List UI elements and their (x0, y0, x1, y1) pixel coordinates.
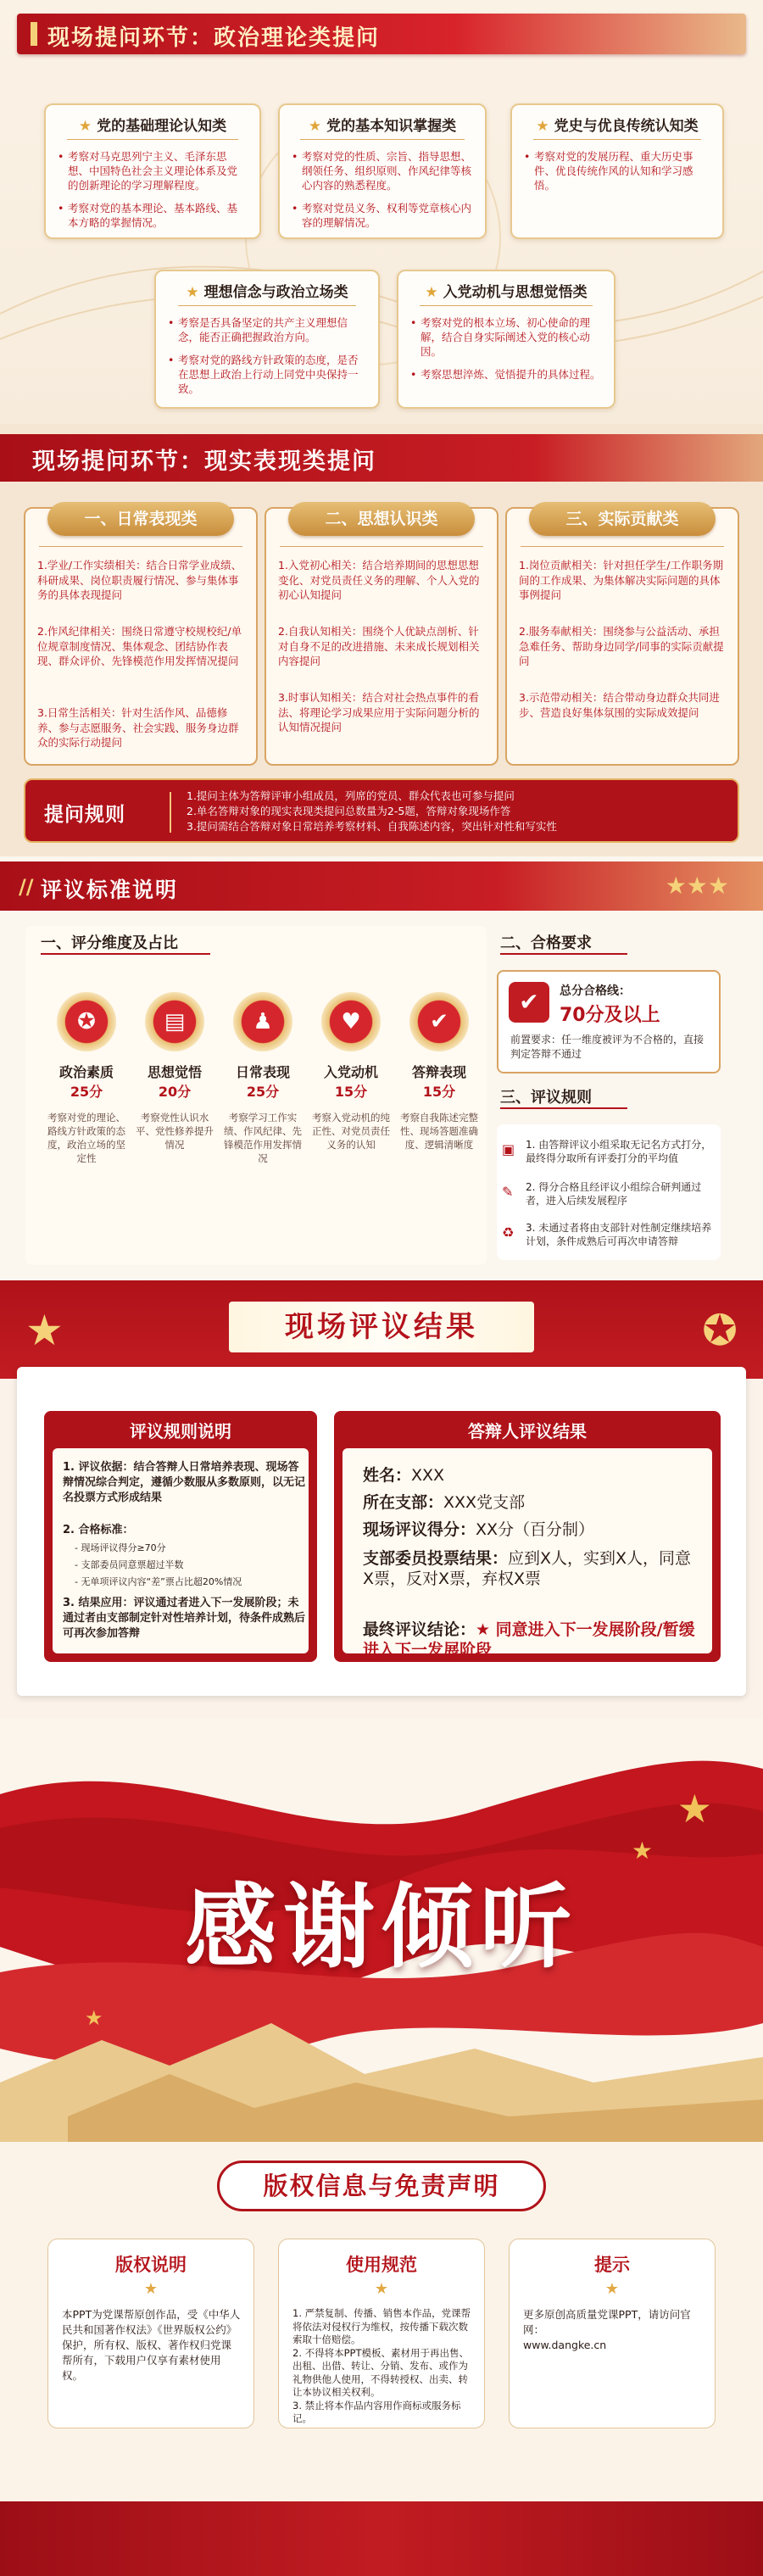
card-item: • 考察对党员义务、权利等党章核心内容的理解情况。 (292, 201, 473, 230)
dimensions-title: 一、评分维度及占比 (41, 931, 210, 953)
dimension-name: 政治素质 (58, 1064, 114, 1080)
political-questions-section (0, 0, 763, 424)
tip-card (509, 2239, 716, 2428)
thanks-section (0, 1718, 763, 2142)
dimension-score: 15分 (334, 1084, 368, 1100)
rule-item: 1. 由答辩评议小组采取无记名方式打分，最终得分取所有评委打分的平均值 (526, 1139, 712, 1164)
box-title: 答辩人评议结果 (468, 1421, 587, 1441)
column-item: 2.自我认知相关：围绕个人优缺点剖析、针对自身不足的改进措施、未来成长规划相关内容提问 (278, 625, 480, 667)
column-item: 3.示范带动相关：结合带动身边群众共同进步、营造良好集体氛围的实际成效提问 (519, 691, 720, 719)
slash-icon: // (19, 875, 34, 899)
pass-note: 前置要求：任一维度被评为不合格的，直接判定答辩不通过 (510, 1034, 705, 1060)
card-title: 版权说明 (115, 2255, 187, 2275)
edit-icon: ✎ (502, 1184, 514, 1200)
star-icon: ★ (85, 2006, 103, 2030)
usage-card (278, 2239, 485, 2428)
dimension-score: 15分 (422, 1084, 456, 1100)
column-item: 1.入党初心相关：结合培养期间的思想思想变化、对党员责任义务的理解、个人入党的初心认知提问 (278, 559, 480, 601)
column-item: 1.岗位贡献相关：针对担任学生/工作职务期间的工作成果、为集体解决实际问题的具体事例提问 (519, 559, 724, 601)
section-header (0, 434, 763, 482)
column-contribution (505, 507, 739, 766)
star-icon: ★ (374, 2280, 389, 2298)
card-item: • 考察对党的路线方针政策的态度，是否在思想上政治上行动上同党中央保持一致。 (168, 353, 366, 396)
emblem-icon: ✪ (702, 1306, 738, 1355)
dimension-defense (398, 992, 480, 1151)
card-title: 使用规范 (346, 2255, 417, 2275)
copyright-title: 版权信息与免责声明 (217, 2161, 546, 2211)
rules-title: 三、评议规则 (500, 1085, 627, 1107)
rule-line: 3.提问需结合答辩对象日常培养考察材料、自我陈述内容，突出针对性和写实性 (187, 820, 557, 833)
card-text: 1. 严禁复制、传播、销售本作品，党课帮将依法对侵权行为维权，按传播下载次数索取十倍赔偿。 2. 不得将本PPT模板、素材用于再出售、出租、出借、转让、分销、发布、或作为礼物供他人使用，不得转授权、出卖、转让本协议相关权利。 3. 禁止将本作品内容用作商标或服务标记。 (292, 2307, 471, 2424)
column-label: 二、思想认识类 (288, 502, 475, 536)
star-icon: ★ (677, 1786, 712, 1832)
card-title: 党史与优良传统认知类 (554, 118, 699, 135)
star-icon: ★ (25, 1306, 64, 1355)
dimension-name: 思想觉悟 (147, 1064, 202, 1080)
card-motivation (397, 270, 615, 409)
card-item: • 考察对马克思列宁主义、毛泽东思想、中国特色社会主义理论体系及党的创新理论的学习理解程度。 (58, 149, 248, 192)
column-item: 3.日常生活相关：针对生活作风、品德修养、参与志愿服务、社会实践、服务身边群众的实际行动提问 (37, 706, 239, 749)
card-item: • 考察对党的性质、宗旨、指导思想、纲领任务、组织原则、作风纪律等核心内容的熟悉程度。 (292, 149, 473, 192)
rule-explain-sub: - 无单项评议内容“差”票占比超20%情况 (75, 1576, 242, 1587)
dimension-desc: 考察学习工作实绩、作风纪律、先锋模范作用发挥情况 (224, 1112, 302, 1164)
star-icon: ★ (186, 284, 199, 301)
card-title: 党的基本知识掌握类 (326, 118, 457, 135)
name-row: 姓名：XXX (363, 1466, 445, 1485)
dimension-desc: 考察入党动机的纯正性、对党员责任义务的认知 (312, 1112, 390, 1151)
score-value: XX分（百分制） (476, 1520, 595, 1539)
dimension-score: 25分 (70, 1084, 103, 1100)
card-item: • 考察对党的根本立场、初心使命的理解，结合自身实际阐述入党的核心动因。 (410, 315, 602, 359)
card-title: 入党动机与思想觉悟类 (443, 284, 588, 301)
card-text: 本PPT为党课帮原创作品，受《中华人民共和国著作权法》《世界版权公约》保护，所有权、版权、著作权归党课帮所有，下载用户仅享有素材使用权。 (62, 2308, 241, 2382)
rule-explain-item: 3. 结果应用：评议通过者进入下一发展阶段；未通过者由支部制定针对性培养计划，待条件成熟后可再次参加答辩 (63, 1597, 306, 1640)
person-icon: ♟ (233, 992, 292, 1051)
column-thought (265, 507, 498, 766)
card-basic-knowledge (278, 103, 487, 239)
dimension-name: 日常表现 (235, 1064, 290, 1080)
column-item: 2.服务奉献相关：围绕参与公益活动、承担急难任务、帮助身边同学/同事的实际贡献提问 (519, 625, 724, 667)
branch-value: XXX党支部 (443, 1493, 526, 1512)
check-chat-icon: ✔ (409, 992, 469, 1051)
rule-item: 3. 未通过者将由支部针对性制定继续培养计划，条件成熟后可再次申请答辩 (526, 1222, 712, 1247)
dimension-name: 入党动机 (323, 1064, 378, 1080)
score-row: 现场评议得分：XX分（百分制） (363, 1520, 595, 1539)
pass-title: 二、合格要求 (500, 931, 627, 953)
rule-explain-sub: - 现场评议得分≥70分 (75, 1542, 166, 1553)
column-item: 2.作风纪律相关：围绕日常遵守校规校纪/单位规章制度情况、集体观念、团结协作表现、群众评价、先锋模范作用发挥情况提问 (37, 625, 242, 667)
final-value: ★ 同意进入下一发展阶段/暂缓进入下一发展阶段 (363, 1620, 695, 1659)
copyright-card (47, 2239, 254, 2428)
dimension-thought (134, 992, 215, 1151)
card-title: 理想信念与政治立场类 (203, 284, 348, 301)
card-title: 党的基础理论认知类 (97, 118, 227, 135)
evaluation-rules-box (497, 1124, 721, 1260)
book-icon: ▤ (145, 992, 204, 1051)
dimension-motivation (310, 992, 392, 1151)
card-text: 更多原创高质量党课PPT，请访问官网： www.dangke.cn (523, 2308, 691, 2351)
card-item: • 考察思想淬炼、觉悟提升的具体过程。 (410, 367, 602, 382)
vote-value: 应到X人，实到X人，同意X票，反对X票，弃权X票 (363, 1549, 692, 1588)
rule-line: 2.单名答辩对象的现实表现类提问总数量为2-5题，答辩对象现场作答 (187, 805, 511, 817)
column-item: 1.学业/工作实绩相关：结合日常学业成绩、科研成果、岗位职责履行情况、参与集体事务的具体表现提问 (37, 559, 242, 601)
rule-explain-item: 1. 评议依据：结合答辩人日常培养表现、现场答辩情况综合判定，遵循少数服从多数原则，以无记名投票方式形成结果 (63, 1461, 306, 1504)
rule-explain-sub: - 支部委员同意票超过半数 (75, 1559, 184, 1570)
pass-value: 70分及以上 (560, 1005, 660, 1026)
rule-item: 2. 得分合格且经评议小组综合研判通过者，进入后续发展程序 (526, 1181, 702, 1207)
dimension-desc: 考察对党的理论、路线方针政策的态度，政治立场的坚定性 (47, 1112, 125, 1164)
star-icon: ★ (143, 2280, 159, 2298)
column-label: 一、日常表现类 (47, 502, 234, 536)
thanks-title: 感谢倾听 (184, 1875, 578, 1981)
star-icon: ★ (425, 284, 438, 301)
rule-explain-item: 2. 合格标准： (63, 1524, 134, 1536)
dimension-name: 答辩表现 (411, 1064, 466, 1080)
card-item: • 考察对党的发展历程、重大历史事件、优良传统作风的认知和学习感悟。 (524, 149, 710, 192)
pass-requirement-box (497, 970, 721, 1073)
rules-label: 提问规则 (44, 804, 125, 826)
star-icon: ★ (78, 118, 92, 135)
dimension-score: 25分 (246, 1084, 280, 1100)
branch-row: 所在支部：XXX党支部 (363, 1493, 526, 1512)
star-icon: ★ (308, 118, 322, 135)
dimension-political (46, 992, 127, 1165)
star-icon: ★ (631, 1837, 653, 1865)
checkmark-icon: ✔ (509, 982, 549, 1023)
footer-band (0, 2501, 763, 2576)
dimension-score: 20分 (158, 1084, 192, 1100)
column-item: 3.时事认知相关：结合对社会热点事件的看法、将理论学习成果应用于实际问题分析的认知情况提问 (278, 691, 480, 733)
name-value: XXX (411, 1466, 445, 1485)
practical-questions-section (0, 424, 763, 856)
document-icon: ▣ (502, 1141, 515, 1157)
column-label: 三、实际贡献类 (529, 502, 716, 536)
cycle-icon: ♻ (502, 1224, 515, 1241)
final-row: 最终评议结论：★ 同意进入下一发展阶段/暂缓进入下一发展阶段 (363, 1620, 695, 1659)
card-item: • 考察是否具备坚定的共产主义理想信念，能否正确把握政治方向。 (168, 315, 366, 344)
dimension-daily (222, 992, 304, 1165)
card-title: 提示 (594, 2255, 630, 2275)
rule-line: 1.提问主体为答辩评审小组成员，列席的党员、群众代表也可参与提问 (187, 789, 515, 802)
card-basic-theory (44, 103, 261, 239)
question-rules-bar (24, 778, 739, 843)
title-tag (31, 22, 37, 46)
dimension-desc: 考察党性认识水平、党性修养提升情况 (136, 1112, 214, 1151)
section-title: 现场提问环节：政治理论类提问 (47, 25, 381, 51)
star-icon: ★★★ (665, 872, 729, 900)
vote-row: 支部委员投票结果：应到X人，实到X人，同意X票，反对X票，弃权X票 (363, 1549, 692, 1588)
section-header (0, 861, 763, 911)
column-daily (24, 507, 258, 766)
section-title: 评议标准说明 (41, 878, 179, 902)
heart-icon: ♥ (321, 992, 381, 1051)
section-title-bar (17, 14, 746, 54)
box-title: 评议规则说明 (130, 1421, 231, 1441)
card-party-history (510, 103, 724, 239)
card-item: • 考察对党的基本理论、基本路线、基本方略的掌握情况。 (58, 201, 248, 230)
star-icon: ★ (604, 2280, 620, 2298)
political-icon: ✪ (57, 992, 116, 1051)
star-icon: ★ (536, 118, 549, 135)
dimension-desc: 考察自我陈述完整性、现场答题准确度、逻辑清晰度 (400, 1112, 478, 1151)
result-title: 现场评议结果 (229, 1302, 534, 1352)
pass-total-label: 总分合格线： (560, 984, 631, 998)
card-ideals-belief (154, 270, 380, 409)
section-title: 现场提问环节：现实表现类提问 (32, 449, 376, 475)
